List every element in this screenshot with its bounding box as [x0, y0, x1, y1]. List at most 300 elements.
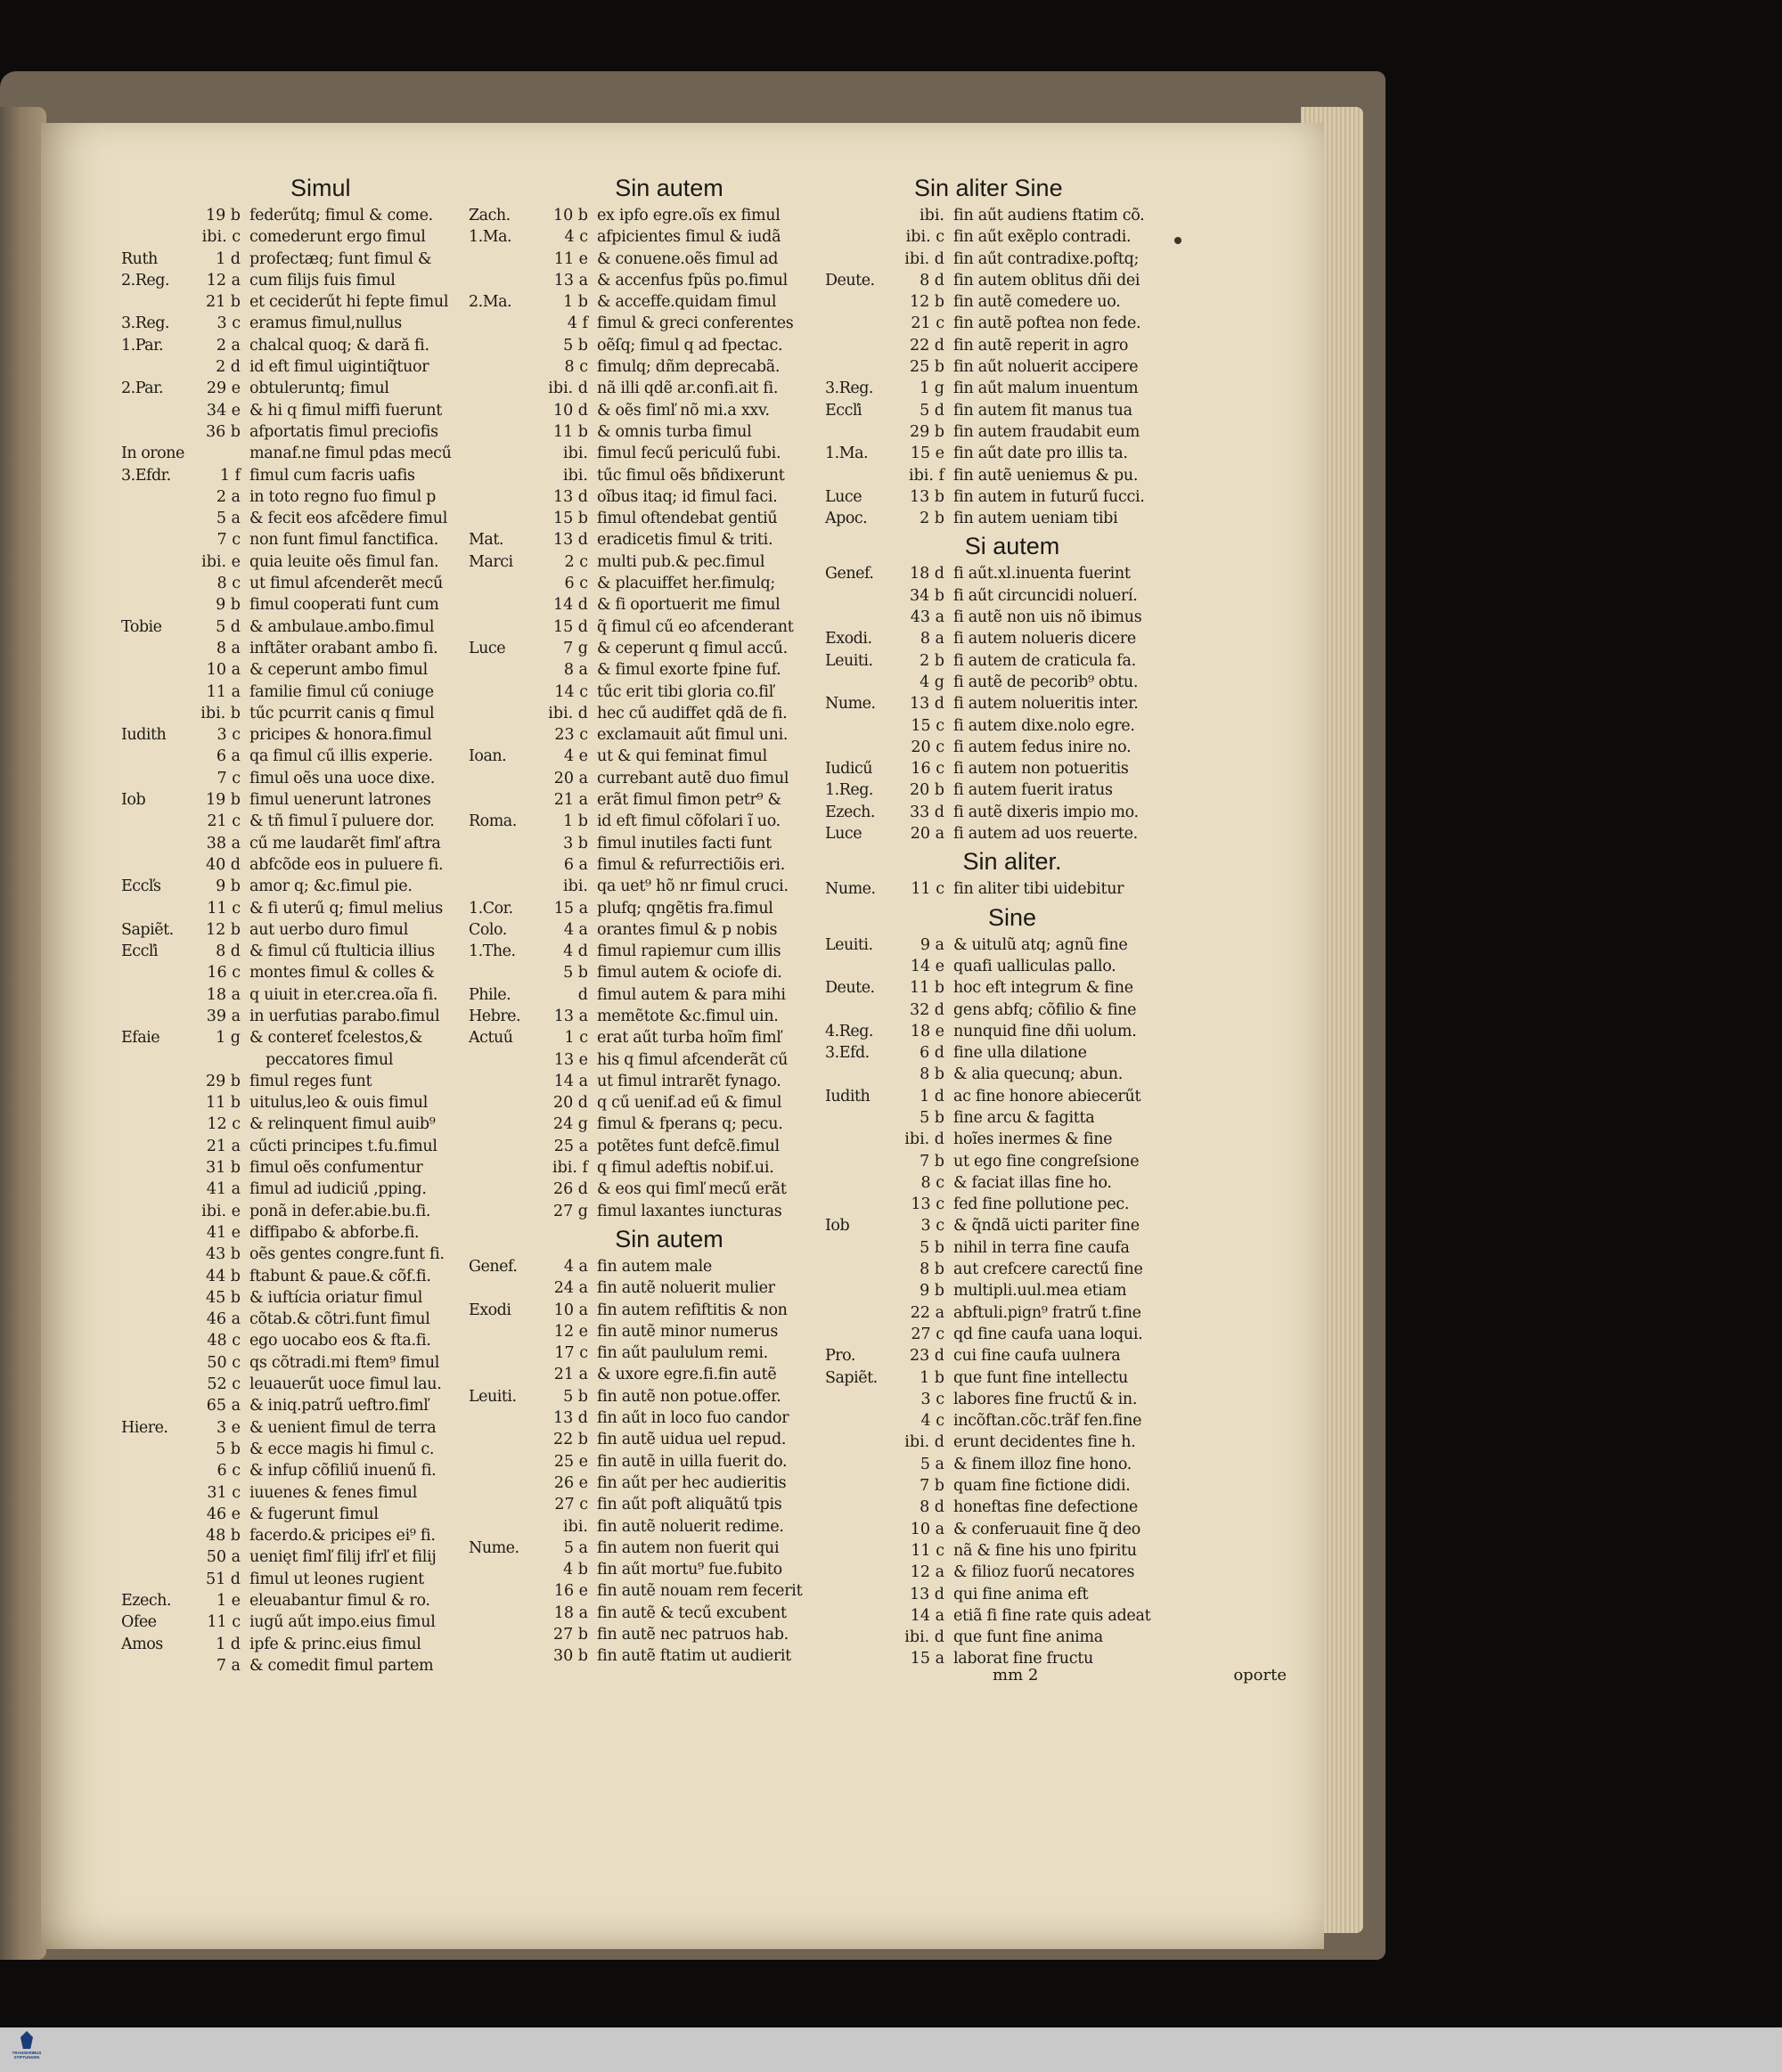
index-entry: [121, 1655, 504, 1676]
index-entry: [469, 443, 870, 464]
index-entry: [121, 1352, 504, 1374]
index-entry: [825, 249, 1199, 270]
book-reference: [469, 1580, 538, 1602]
entry-text: fin autẽ comedere uo.: [953, 293, 1121, 312]
book-reference: 3.Reg.: [825, 379, 873, 398]
index-entry: [825, 270, 1199, 291]
index-entry: [121, 1330, 504, 1351]
entry-text: fin autẽ nec patruos hab.: [597, 1626, 789, 1644]
entry-text: q uiuit in eter.crea.oĩa fi.: [249, 985, 438, 1004]
index-entry: [469, 1136, 870, 1157]
book-reference: [469, 789, 538, 811]
entry-text: gens abfq; cõfilio & fine: [953, 1000, 1137, 1019]
entry-text: que funt fine intellectu: [953, 1368, 1128, 1387]
index-entry: [469, 465, 870, 486]
book-reference: [121, 833, 191, 854]
entry-text: iugű aűt impo.eius fimul: [249, 1613, 436, 1632]
entry-text: quia leuite oẽs fimul fan.: [249, 552, 439, 571]
section-heading: Sin aliter.: [962, 848, 1062, 876]
book-reference: Apoc.: [825, 510, 868, 528]
chapter-locator: 8 d: [920, 271, 944, 290]
index-entry: [825, 934, 1199, 956]
chapter-locator: 1 d: [216, 249, 241, 268]
book-reference: Ruth: [121, 249, 158, 268]
book-reference: [469, 1407, 538, 1429]
chapter-locator: 6 c: [217, 1462, 241, 1481]
index-entry: [825, 1021, 1199, 1042]
index-entry: [121, 1590, 504, 1611]
chapter-locator: 25 b: [909, 358, 944, 377]
index-entry: [825, 443, 1199, 464]
index-entry: [825, 1454, 1199, 1475]
index-entry: [469, 205, 870, 226]
index-entry: [825, 1497, 1199, 1518]
entry-text: cű me laudarẽt fimľ aftra: [249, 834, 441, 852]
chapter-locator: 6 a: [216, 747, 241, 766]
entry-text: abfcõde eos in puluere fi.: [249, 855, 444, 874]
index-entry: [121, 335, 504, 356]
index-entry: [469, 724, 870, 746]
index-entry: [121, 898, 504, 919]
index-entry: [121, 1222, 504, 1244]
index-entry: [469, 400, 870, 421]
entry-text: amor q; &c.fimul pie.: [249, 877, 413, 896]
book-reference: [121, 400, 191, 421]
chapter-locator: 23 c: [554, 726, 588, 745]
book-reference: [121, 1330, 191, 1351]
chapter-locator: 44 b: [205, 1267, 241, 1285]
entry-text: & fimul cű ftulticia illius: [249, 942, 435, 961]
index-entry: [121, 1374, 504, 1395]
chapter-locator: 13 c: [911, 1195, 944, 1214]
book-reference: [121, 1201, 191, 1222]
book-reference: Mat.: [469, 531, 503, 550]
chapter-locator: 12 e: [553, 1322, 588, 1341]
index-entry: [825, 1627, 1199, 1648]
book-reference: Amos: [121, 1635, 163, 1653]
entry-text: orantes fimul & p nobis: [597, 920, 778, 939]
book-reference: Sapiẽt.: [825, 1368, 878, 1387]
entry-text: peccatores fimul: [266, 1050, 394, 1069]
book-reference: [825, 1627, 895, 1648]
index-entry: [469, 486, 870, 508]
book-reference: [825, 1280, 895, 1301]
chapter-locator: 10 a: [553, 1301, 588, 1319]
book-reference: [121, 1546, 191, 1568]
chapter-locator: 1 d: [920, 1087, 944, 1105]
entry-text: qs cõtradi.mi ftem⁹ fimul: [249, 1353, 440, 1372]
index-entry: [121, 919, 504, 941]
chapter-locator: 9 a: [920, 935, 944, 954]
index-entry: [469, 356, 870, 378]
book-reference: [469, 1342, 538, 1364]
entry-text: fin autem refiftitis & non: [597, 1301, 788, 1319]
chapter-locator: 7 b: [920, 1152, 944, 1171]
book-reference: [825, 1259, 895, 1280]
book-reference: Iudith: [121, 726, 167, 745]
chapter-locator: 4 e: [563, 747, 588, 766]
entry-text: fimulq; dñm deprecabã.: [597, 358, 781, 377]
book-reference: Actuű: [469, 1029, 513, 1048]
index-entry: [121, 421, 504, 443]
chapter-locator: 5 a: [216, 510, 241, 528]
index-entry: [469, 1092, 870, 1113]
chapter-locator: 5 d: [216, 617, 241, 636]
entry-text: fin aűt in loco fuo candor: [597, 1409, 789, 1428]
entry-text: honeftas fine defectione: [953, 1498, 1138, 1517]
chapter-locator: 10 b: [552, 207, 588, 224]
book-reference: [825, 1475, 895, 1497]
book-reference: Leuiti.: [825, 935, 873, 954]
chapter-locator: 19 b: [205, 791, 241, 810]
book-reference: [121, 551, 191, 573]
index-entry: [469, 659, 870, 681]
chapter-locator: 25 e: [553, 1452, 588, 1471]
chapter-locator: 32 d: [909, 1000, 944, 1019]
book-reference: Roma.: [469, 812, 517, 831]
index-entry: [825, 779, 1199, 801]
book-reference: [121, 1395, 191, 1416]
index-entry: [121, 768, 504, 789]
entry-text: nihil in terra fine caufa: [953, 1238, 1130, 1257]
entry-text: obtuleruntq; fimul: [249, 379, 389, 398]
index-entry: [825, 1280, 1199, 1301]
entry-text: abftuli.pign⁹ fratrű t.fine: [953, 1303, 1141, 1322]
index-entry: [825, 1259, 1199, 1280]
book-reference: Luce: [469, 639, 506, 657]
book-reference: Deute.: [825, 271, 875, 290]
book-reference: Deute.: [825, 979, 875, 998]
chapter-locator: 16 c: [911, 760, 944, 779]
index-entry: [121, 746, 504, 767]
chapter-locator: 41 a: [206, 1180, 241, 1199]
chapter-locator: 27 g: [552, 1202, 588, 1220]
book-reference: Hiere.: [121, 1418, 168, 1437]
entry-text: fin autem oblitus dñi dei: [953, 271, 1140, 290]
book-reference: [469, 270, 538, 291]
index-entry: [121, 1611, 504, 1633]
book-reference: [121, 1309, 191, 1330]
entry-text: incõftan.cõc.trãf fen.fine: [953, 1412, 1142, 1431]
index-entry: [825, 335, 1199, 356]
book-reference: [825, 465, 895, 486]
index-entry: [469, 1342, 870, 1364]
chapter-locator: 2 a: [216, 336, 241, 355]
book-reference: [121, 1071, 191, 1092]
book-reference: Iob: [121, 791, 146, 810]
chapter-locator: 22 a: [910, 1303, 944, 1322]
book-reference: [121, 962, 191, 983]
book-reference: [825, 1194, 895, 1215]
book-reference: Ezech.: [825, 803, 875, 821]
chapter-locator: ibi. d: [548, 379, 588, 398]
chapter-locator: 5 b: [563, 336, 588, 355]
book-page: [41, 123, 1324, 1949]
index-entry: [825, 1172, 1199, 1194]
book-reference: Nume.: [825, 880, 876, 899]
entry-text: iuuenes & fenes fimul: [249, 1483, 418, 1502]
book-reference: Eccľi: [825, 401, 862, 420]
entry-text: & infup cõfiliű inuenű fi.: [249, 1462, 437, 1481]
catchword: oporte: [1233, 1666, 1287, 1685]
book-reference: Sapiẽt.: [121, 920, 174, 939]
book-reference: [469, 1516, 538, 1538]
book-reference: Genef.: [469, 1257, 518, 1276]
chapter-locator: 15 a: [553, 899, 588, 918]
book-reference: [469, 1603, 538, 1624]
chapter-locator: 34 b: [909, 586, 944, 605]
index-entry: [121, 313, 504, 334]
index-entry: [121, 724, 504, 746]
chapter-locator: 11 a: [206, 682, 241, 701]
chapter-locator: [191, 443, 249, 464]
chapter-locator: 5 b: [920, 1238, 944, 1257]
entry-text: & ceperunt ambo fimul: [249, 661, 428, 680]
chapter-locator: 17 c: [554, 1344, 588, 1363]
entry-text: familie fimul cű coniuge: [249, 682, 434, 701]
entry-text: fin autẽ ftatim ut audierit: [597, 1647, 791, 1666]
entry-text: & hi q fimul miffi fuerunt: [249, 401, 442, 420]
index-entry: [469, 1157, 870, 1179]
index-entry: [469, 1472, 870, 1494]
index-entry: [469, 1451, 870, 1472]
entry-text: currebant autẽ duo fimul: [597, 769, 789, 787]
index-entry: [825, 1129, 1199, 1150]
chapter-locator: 15 d: [552, 617, 588, 636]
index-entry: [825, 607, 1199, 628]
chapter-locator: 11 b: [909, 979, 944, 998]
index-entry: [825, 1540, 1199, 1562]
index-entry: [469, 1006, 870, 1027]
book-reference: Ofee: [121, 1613, 157, 1632]
book-reference: [121, 898, 191, 919]
chapter-locator: 4 a: [563, 1257, 588, 1276]
chapter-locator: 20 c: [911, 738, 944, 756]
entry-text: fin autẽ noluerit redime.: [597, 1517, 784, 1536]
entry-text: & filioz fuorű necatores: [953, 1563, 1135, 1582]
entry-text: fin autẽ nouam rem fecerit: [597, 1582, 803, 1601]
section-heading: Sin aliter Sine: [914, 175, 1063, 201]
book-reference: [825, 737, 895, 758]
book-reference: [121, 226, 191, 248]
index-entry: [121, 1266, 504, 1287]
book-reference: [825, 1129, 895, 1150]
entry-text: et ceciderűt hi fepte fimul: [249, 293, 449, 312]
index-entry: [825, 650, 1199, 672]
entry-text: & alia quecunq; abun.: [953, 1065, 1124, 1084]
entry-text: & fi uterű q; fimul melius: [249, 899, 443, 918]
entry-text: fin autem fit manus tua: [953, 401, 1132, 420]
book-reference: [469, 1429, 538, 1450]
chapter-locator: 10 a: [910, 1520, 944, 1538]
index-entry: [469, 378, 870, 399]
chapter-locator: 8 a: [216, 639, 241, 657]
chapter-locator: ibi. c: [201, 228, 241, 247]
chapter-locator: 38 a: [206, 834, 241, 852]
book-reference: Ioan.: [469, 747, 507, 766]
entry-text: & placuiffet her.fimulq;: [597, 575, 776, 593]
index-entry: [825, 1194, 1199, 1215]
entry-text: hec cű audiffet qdã de fi.: [597, 704, 788, 722]
book-reference: [121, 573, 191, 594]
entry-text: uitulus,leo & ouis fimul: [249, 1094, 429, 1113]
book-reference: [469, 508, 538, 529]
book-reference: [469, 659, 538, 681]
entry-text: fimul laxantes iuncturas: [597, 1202, 782, 1220]
chapter-locator: 5 a: [563, 1538, 588, 1557]
entry-text: eradicetis fimul & triti.: [597, 531, 773, 550]
entry-text: fin aűt poft aliquãtű tpis: [597, 1496, 782, 1514]
chapter-locator: 5 a: [920, 1455, 944, 1473]
entry-text: potẽtes funt defcẽ.fimul: [597, 1137, 780, 1155]
index-entry: [121, 1049, 504, 1071]
chapter-locator: 13 a: [553, 1007, 588, 1025]
library-logo-text: TRANSKRIBUS STIFTUNGEN: [12, 2051, 42, 2060]
chapter-locator: 24 g: [552, 1115, 588, 1134]
book-reference: [825, 249, 895, 270]
entry-text: fin autẽ noluerit mulier: [597, 1279, 775, 1298]
index-entry: [469, 1277, 870, 1299]
index-entry: [121, 1634, 504, 1655]
index-entry: [825, 486, 1199, 508]
entry-text: & fi oportuerit me fimul: [597, 596, 781, 615]
index-entry: [121, 594, 504, 616]
entry-text: fin autẽ & tecű excubent: [597, 1603, 787, 1622]
chapter-locator: 9 b: [216, 596, 241, 615]
chapter-locator: 15 a: [910, 1650, 944, 1668]
chapter-locator: ibi.: [563, 877, 588, 896]
entry-text: & oẽs fimľ nõ mi.a xxv.: [597, 401, 770, 420]
index-entry: [469, 789, 870, 811]
entry-text: in uerfutias parabo.fimul: [249, 1007, 440, 1025]
chapter-locator: ibi.: [563, 445, 588, 463]
book-reference: [469, 1364, 538, 1385]
chapter-locator: 48 c: [207, 1332, 241, 1350]
chapter-locator: 36 b: [205, 422, 241, 441]
book-reference: 4.Reg.: [825, 1022, 873, 1040]
chapter-locator: 50 a: [206, 1548, 241, 1567]
entry-text: & uxore egre.fi.fin autẽ: [597, 1366, 777, 1384]
book-reference: [469, 1157, 538, 1179]
entry-text: aut uerbo duro fimul: [249, 920, 409, 939]
entry-text: & iuftícia oriatur fimul: [249, 1288, 423, 1307]
entry-text: fin autem in futurű fucci.: [953, 487, 1145, 506]
index-entry: [469, 1603, 870, 1624]
chapter-locator: 7 b: [920, 1477, 944, 1496]
book-reference: Eccľs: [121, 877, 161, 896]
chapter-locator: 11 c: [911, 880, 944, 899]
index-entry: [469, 1113, 870, 1135]
chapter-locator: ibi. b: [200, 704, 241, 722]
entry-text: & ceperunt q fimul accű.: [597, 639, 788, 657]
index-entry: [825, 356, 1199, 378]
entry-text: fin autem male: [597, 1257, 712, 1276]
book-reference: Exodi: [469, 1301, 511, 1319]
index-entry: [121, 1006, 504, 1027]
entry-text: oẽſq; fimul q ad fpectac.: [597, 336, 783, 355]
book-reference: Iudith: [825, 1087, 871, 1105]
index-entry: [469, 1494, 870, 1515]
chapter-locator: 7 g: [563, 639, 588, 657]
entry-text: quafi ualliculas pallo.: [953, 957, 1116, 975]
index-entry: [469, 876, 870, 897]
chapter-locator: 12 c: [207, 1115, 241, 1134]
index-entry: [121, 1417, 504, 1439]
book-reference: [121, 1525, 191, 1546]
chapter-locator: 11 b: [205, 1094, 241, 1113]
index-entry: [121, 291, 504, 313]
chapter-locator: 1 b: [920, 1368, 944, 1387]
book-reference: In orone: [121, 445, 184, 463]
entry-text: manaf.ne fimul pdas mecű: [249, 445, 452, 463]
book-reference: [121, 1049, 191, 1071]
book-reference: [121, 638, 191, 659]
index-entry: [469, 616, 870, 638]
book-reference: [825, 999, 895, 1021]
book-reference: [825, 1562, 895, 1583]
chapter-locator: 65 a: [206, 1397, 241, 1415]
book-reference: [469, 573, 538, 594]
entry-text: & fimul exorte fpine fuf.: [597, 661, 781, 680]
book-reference: [469, 703, 538, 724]
index-entry: [121, 1482, 504, 1504]
book-reference: [825, 205, 895, 226]
book-reference: [469, 1092, 538, 1113]
entry-text: ipfe & princ.eius fimul: [249, 1635, 421, 1653]
book-reference: [121, 681, 191, 703]
entry-text: fin autẽ non potue.offer.: [597, 1387, 781, 1406]
book-reference: [121, 205, 191, 226]
chapter-locator: 7 a: [216, 1656, 241, 1675]
book-reference: [121, 768, 191, 789]
entry-text: fimul oftendebat gentiű: [597, 510, 778, 528]
book-reference: [825, 1497, 895, 1518]
book-reference: [469, 486, 538, 508]
chapter-locator: 2 b: [920, 510, 944, 528]
index-entry: [469, 335, 870, 356]
index-entry: [469, 1645, 870, 1667]
entry-text: pricipes & honora.fimul: [249, 726, 432, 745]
entry-text: fimul oẽs una uoce dixe.: [249, 769, 435, 787]
entry-text: fin aűt per hec audieritis: [597, 1473, 787, 1492]
index-entry: [469, 594, 870, 616]
index-entry: [825, 977, 1199, 999]
entry-text: eramus fimul,nullus: [249, 314, 402, 333]
book-reference: [469, 1624, 538, 1645]
chapter-locator: ibi.: [563, 1517, 588, 1536]
chapter-locator: 27 b: [552, 1626, 588, 1644]
index-entry: [469, 898, 870, 919]
index-entry: [121, 1439, 504, 1460]
entry-text: fi autem fuerit iratus: [953, 781, 1113, 800]
index-entry: [825, 585, 1199, 607]
index-entry: [121, 226, 504, 248]
entry-text: erat aűt turba hoĩm fimľ: [597, 1029, 781, 1048]
index-entry: [825, 715, 1199, 737]
index-entry: [825, 802, 1199, 823]
chapter-locator: 43 b: [205, 1245, 241, 1264]
entry-text: que funt fine anima: [953, 1628, 1103, 1647]
book-reference: [121, 1352, 191, 1374]
entry-text: fin autẽ uidua uel repud.: [597, 1431, 787, 1449]
book-reference: [469, 1179, 538, 1200]
chapter-locator: 5 b: [920, 1108, 944, 1127]
book-reference: [469, 1136, 538, 1157]
chapter-locator: 16 e: [553, 1582, 588, 1601]
entry-text: oĩbus itaq; id fimul faci.: [597, 487, 778, 506]
entry-text: fi autem nolueris dicere: [953, 630, 1136, 649]
book-reference: 1.Reg.: [825, 781, 873, 800]
